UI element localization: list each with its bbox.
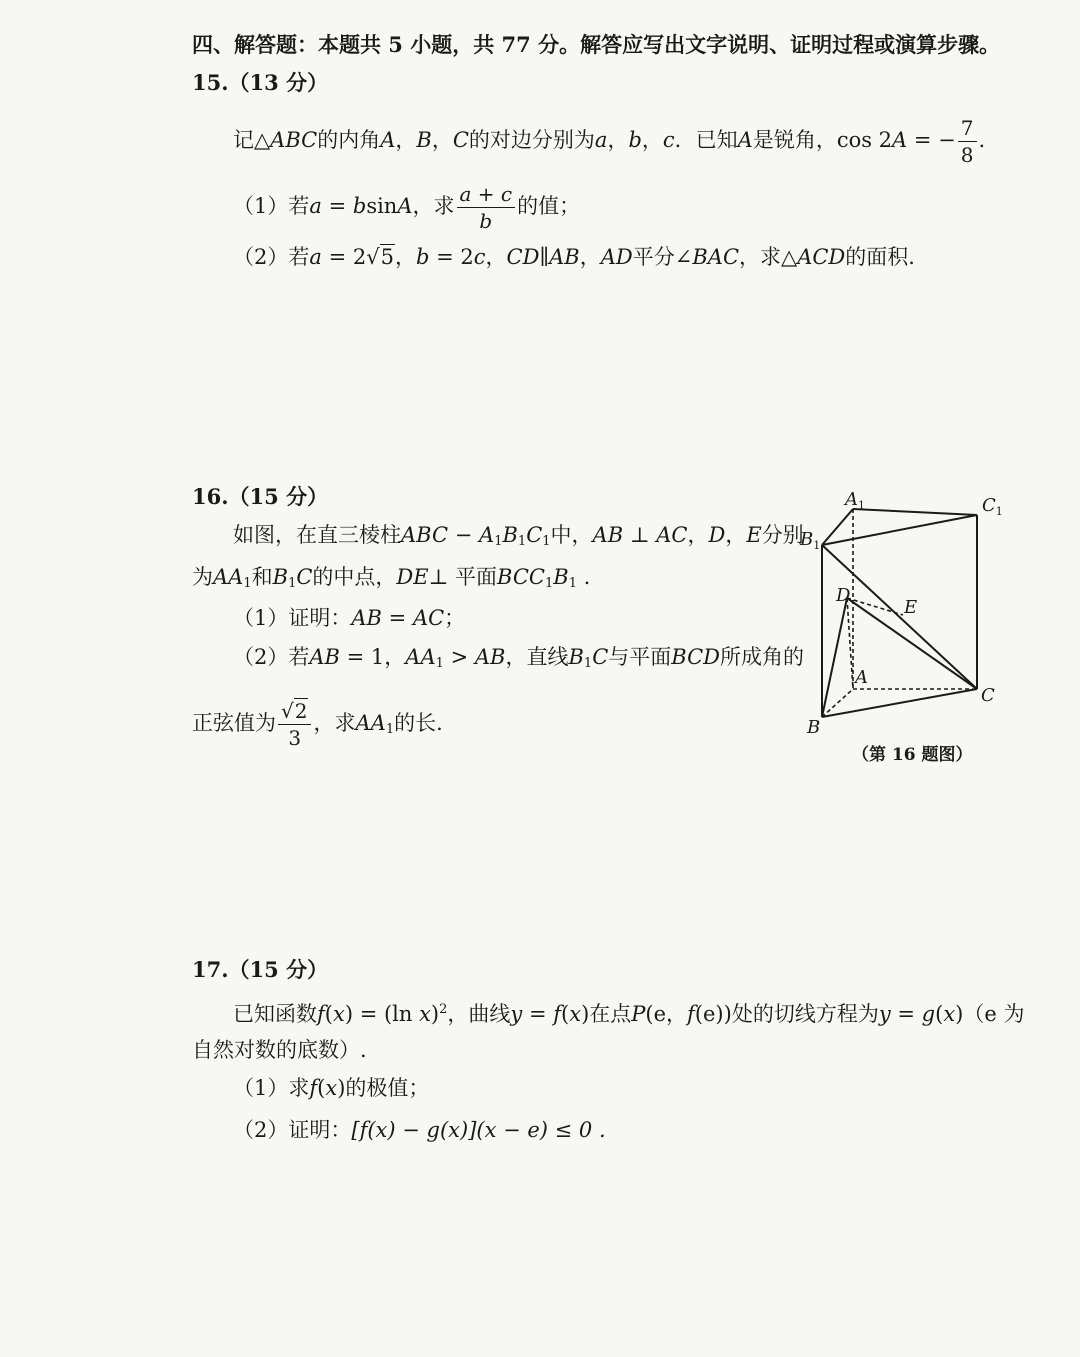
q15-p1-label: （1）若 xyxy=(233,194,310,218)
q17-line1-prefix: 已知函数 xyxy=(233,1002,317,1026)
edge-db xyxy=(822,598,847,717)
q16-number: 16. xyxy=(192,484,229,509)
q17-score: （15 分） xyxy=(228,957,329,982)
q17-p1-end: 的极值； xyxy=(345,1076,430,1100)
q17-line1: 已知函数f(x) = (ln x)$^2$，曲线y = f(x)在点P(e，f(e))处的切线方程为y = g(x)（e 为 xyxy=(233,1002,1025,1026)
q17-part2 xyxy=(233,1115,606,1145)
q15-p2-ask: ，求△ xyxy=(739,245,798,269)
label-d: D xyxy=(836,585,851,606)
label-a1: $A_1$ xyxy=(845,489,865,512)
q16-line1: 如图，在直三棱柱ABC − $A_1B_1C_1$中，AB ⊥ AC，D，E分别 xyxy=(233,523,804,549)
q15-p1-frac-num: a + c xyxy=(457,183,516,208)
q17-p1-label: （1）求 xyxy=(233,1076,310,1100)
q17-p2-expr: [f(x) − g(x)](x − e) ≤ 0 . xyxy=(351,1118,606,1142)
q16-p2-line2-ask: ，求 xyxy=(313,711,356,735)
q15-stem: 记△ABC的内角A，B，C的对边分别为a，b，c．已知A是锐角，cos 2A = − $\frac{7}{8}$ . xyxy=(233,116,986,167)
q16-p1-label: （1）证明： xyxy=(233,606,352,630)
q16-p2-frac-den: 3 xyxy=(288,726,302,750)
q16-line2-mid: 的中点， xyxy=(312,565,397,589)
q15-stem-sides: 的对边分别为 xyxy=(468,128,595,152)
q16-p2-end: 所成角的 xyxy=(720,645,805,669)
q16-heading xyxy=(192,482,328,512)
q17-heading xyxy=(192,955,328,985)
q15-frac-num: 7 xyxy=(958,117,977,142)
q16-line2-prefix: 为 xyxy=(192,565,213,589)
edge-a1c1 xyxy=(853,509,977,515)
q15-score: （13 分） xyxy=(228,70,329,95)
label-b: B xyxy=(807,717,821,738)
q15-p1-frac-den: b xyxy=(479,209,493,233)
q16-score: （15 分） xyxy=(228,484,329,509)
q17-line1-e: （e 为 xyxy=(963,1002,1025,1026)
q15-p2-mid: 平分 xyxy=(632,245,675,269)
q15-p1-fraction xyxy=(457,183,516,232)
q16-p2-label: （2）若 xyxy=(233,645,310,669)
q17-line1-tangent: 处的切线方程为 xyxy=(731,1002,879,1026)
q17-part1: （1）求f(x)的极值； xyxy=(233,1076,430,1100)
q16-p2-sqrt-arg: 2 xyxy=(294,699,308,723)
q16-line1-fen: 分别 xyxy=(761,523,804,547)
prism-figure xyxy=(795,485,1010,745)
q15-stem-acute: 是锐角， xyxy=(752,128,837,152)
q17-line1-at: 在点 xyxy=(589,1002,632,1026)
q15-part2: （2）若a = 2√5，b = 2c，CD∥AB，AD平分∠BAC，求△ACD的面积. xyxy=(233,245,915,269)
q16-p2-fraction xyxy=(278,700,311,749)
label-e: E xyxy=(904,597,918,618)
q16-part2-line2: 正弦值为 $\frac{√2}{3}$ ，求$AA_1$的长. xyxy=(192,699,443,750)
q15-cos-expr: cos 2 xyxy=(836,128,893,152)
q15-stem-prefix: 记△ xyxy=(233,128,271,152)
q16-part1: （1）证明：AB = AC； xyxy=(233,606,466,630)
q17-p2-label: （2）证明： xyxy=(233,1118,352,1142)
q15-fraction xyxy=(958,117,977,166)
q15-p1-end: 的值； xyxy=(517,194,581,218)
label-c1: $C_1$ xyxy=(982,495,1003,518)
q15-frac-den: 8 xyxy=(960,143,974,167)
edge-de-hidden xyxy=(847,598,903,615)
label-c: C xyxy=(981,685,995,706)
q16-p2-line2-prefix: 正弦值为 xyxy=(192,711,276,735)
edge-bc xyxy=(822,689,977,717)
q15-heading xyxy=(192,68,328,98)
q16-p2-with: 与平面 xyxy=(608,645,672,669)
q17-number: 17. xyxy=(192,957,229,982)
figure-caption: （第 16 题图） xyxy=(852,745,973,765)
q16-line1-mid: 中， xyxy=(550,523,593,547)
q16-line1-prefix: 如图，在直三棱柱 xyxy=(233,523,401,547)
q15-stem-known: 已知 xyxy=(695,128,738,152)
q15-part1: （1）若a = bsinA，求 $\frac{a + c}{b}$ 的值； xyxy=(233,182,581,233)
q16-p2-frac-num: √2 xyxy=(278,700,311,725)
q15-number: 15. xyxy=(192,70,229,95)
q16-part2: （2）若AB = 1，$AA_1$ > AB，直线$B_1C$与平面BCD所成角的 xyxy=(233,645,805,671)
q16-line2-perp: ⊥ 平面 xyxy=(428,565,498,589)
section-header: 四、解答题：本题共 5 小题，共 77 分。解答应写出文字说明、证明过程或演算步骤。 xyxy=(192,32,1001,57)
edge-da-hidden xyxy=(847,598,853,689)
q16-line2-and: 和 xyxy=(251,565,273,589)
q17-line1-curve: ，曲线 xyxy=(447,1002,511,1026)
label-a: A xyxy=(855,667,868,688)
q15-stem-mid: 的内角 xyxy=(317,128,381,152)
q15-p1-ask: ，求 xyxy=(412,194,455,218)
q16-p2-line: 直线 xyxy=(526,645,569,669)
q15-p2-end: 的面积. xyxy=(845,245,915,269)
q15-p2-label: （2）若 xyxy=(233,245,310,269)
q16-line2: 为$AA_1$和$B_1C$的中点，DE⊥ 平面$BCC_1B_1$ . xyxy=(192,565,591,591)
edge-b1c xyxy=(822,545,977,689)
q16-p2-line2-end: 的长. xyxy=(394,711,443,735)
label-b1: $B_1$ xyxy=(800,529,821,552)
q17-line2: 自然对数的底数）. xyxy=(192,1038,367,1062)
